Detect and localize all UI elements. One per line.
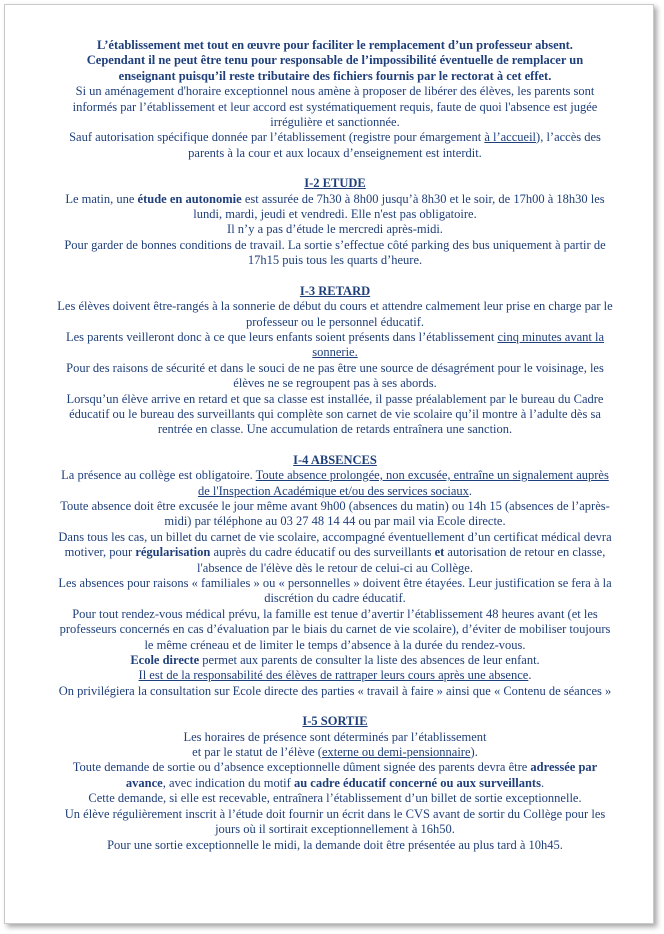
text-run: ), l’accès des parents à la cour et aux locaux d’enseignement est interdit. bbox=[188, 130, 601, 160]
etude-paragraph: Pour garder de bonnes conditions de travail. La sortie s’effectue côté parking des bus uniquement à partir de 17h15 puis tous les quarts d’heure. bbox=[64, 237, 606, 268]
absences-paragraph: Toute absence doit être excusée le jour même avant 9h00 (absences du matin) ou 14h 15 (absences de l’après-midi) par téléphone au 03 27 48 14 44 ou par mail via Ecole directe. bbox=[60, 498, 610, 529]
sortie-paragraph: Un élève régulièrement inscrit à l’étude doit fournir un écrit dans le CVS avant de sortir du Collège pour les jours où il sortirait exceptionnellement à 16h50. bbox=[64, 806, 606, 837]
bold-text: adressée par avance bbox=[125, 760, 598, 790]
intro-line: L’établissement met tout en œuvre pour faciliter le remplacement d’un professeur absent. bbox=[97, 38, 573, 52]
absences-paragraph: Pour tout rendez-vous médical prévu, la famille est tenue d’avertir l’établissement 48 heures avant (et les professeurs concernés en cas d’évaluation par le biais du carnet de vie scolaire), d’éviter de mobiliser toujours le même créneau et de limiter le temps d’absence à la durée du rendez-vous. bbox=[59, 606, 611, 652]
text-run: Toute demande de sortie ou d’absence exceptionnelle dûment signée des parents devra être bbox=[72, 760, 531, 775]
underlined-text: Toute absence prolongée, non excusée, entraîne un signalement auprès de l'Inspection Académique et/ou des services sociaux bbox=[197, 468, 609, 498]
text-run: . bbox=[528, 668, 532, 683]
bold-text: régularisation bbox=[135, 545, 211, 560]
intro-bold-paragraph bbox=[55, 38, 615, 84]
absences-paragraph bbox=[55, 468, 615, 499]
bold-text: au cadre éducatif concerné ou aux surveillants bbox=[293, 775, 541, 790]
absences-paragraph bbox=[55, 530, 615, 576]
retard-paragraph: Les élèves doivent être-rangés à la sonnerie de début du cours et attendre calmement leur prise en charge par le professeur ou le personnel éducatif. bbox=[57, 299, 613, 329]
bold-text: Ecole directe bbox=[130, 653, 200, 668]
intro-line: enseignant puisqu’il reste tributaire des fichiers fournis par le rectorat à cet effet. bbox=[118, 68, 552, 83]
absences-paragraph bbox=[55, 653, 615, 668]
underlined-text: cinq minutes avant la sonnerie. bbox=[312, 329, 605, 360]
etude-paragraph: Il n’y a pas d’étude le mercredi après-midi. bbox=[227, 222, 443, 237]
intro-paragraph bbox=[55, 130, 615, 161]
section-heading-retard: I-3 RETARD bbox=[299, 283, 371, 298]
text-run: Les horaires de présence sont déterminés par l’établissement bbox=[183, 729, 487, 744]
text-run: . bbox=[540, 775, 545, 790]
etude-paragraph bbox=[55, 192, 615, 223]
text-run: ). bbox=[470, 745, 478, 760]
absences-paragraph: On privilégiera la consultation sur Ecole directe des parties « travail à faire » ainsi que « Contenu de séances » bbox=[58, 683, 612, 698]
document-page bbox=[4, 4, 654, 924]
retard-paragraph: Pour des raisons de sécurité et dans le souci de ne pas être une source de désagrément pour le voisinage, les élèves ne se regroupent pas à ses abords. bbox=[66, 360, 604, 391]
underlined-text: externe ou demi-pensionnaire bbox=[321, 745, 471, 760]
text-run: permet aux parents de consulter la liste des absences de leur enfant. bbox=[199, 653, 540, 668]
text-run: La présence au collège est obligatoire. bbox=[61, 468, 256, 483]
intro-line: Cependant il ne peut être tenu pour responsable de l’impossibilité éventuelle de remplacer un bbox=[86, 53, 584, 68]
bold-text: et bbox=[434, 545, 445, 560]
text-run: Les parents veilleront donc à ce que leurs enfants soient présents dans l’établissement bbox=[65, 329, 498, 344]
text-run: autorisation de retour en classe, l'absence de l'élève dès le retour de celui-ci au Collège. bbox=[197, 545, 606, 575]
absences-paragraph: Les absences pour raisons « familiales » ou « personnelles » doivent être étayées. Leur justification se fera à la discrétion du cadre éducatif. bbox=[58, 576, 612, 606]
sortie-paragraph: Pour une sortie exceptionnelle le midi, la demande doit être présentée au plus tard à 10h45. bbox=[107, 837, 563, 852]
text-run: Dans tous les cas, un billet du carnet de vie scolaire, accompagné éventuellement d’un certificat médical devra motiver, pour bbox=[58, 529, 612, 560]
underlined-text: Il est de la responsabilité des élèves de rattraper leurs cours après une absence bbox=[138, 668, 529, 683]
underlined-text: à l’accueil bbox=[484, 130, 537, 145]
sortie-paragraph bbox=[55, 730, 615, 761]
retard-paragraph: Lorsqu’un élève arrive en retard et que sa classe est installée, il passe préalablement par le bureau du Cadre éducatif ou le bureau des surveillants qui complète son carnet de vie scolaire qu’il montre à l’adulte dès sa rentrée en classe. Une accumulation de retards entraînera une sanction. bbox=[66, 391, 604, 437]
text-run: auprès du cadre éducatif ou des surveillants bbox=[210, 545, 435, 560]
sortie-paragraph bbox=[55, 760, 615, 791]
section-heading-etude: I-2 ETUDE bbox=[304, 176, 366, 191]
text-run: , avec indication du motif bbox=[162, 775, 294, 790]
absences-paragraph bbox=[55, 668, 615, 683]
section-heading-sortie: I-5 SORTIE bbox=[302, 714, 368, 729]
sortie-paragraph: Cette demande, si elle est recevable, entraînera l’établissement d’un billet de sortie exceptionnelle. bbox=[88, 791, 582, 806]
text-run: . bbox=[468, 483, 473, 498]
retard-paragraph bbox=[55, 330, 615, 361]
document-content bbox=[55, 38, 615, 853]
intro-paragraph: Si un aménagement d'horaire exceptionnel nous amène à proposer de libérer des élèves, les parents sont informés par l’établissement et leur accord est systématiquement requis, faute de quoi l'absence est jugée irrégulière et sanctionnée. bbox=[72, 84, 598, 130]
section-heading-absences: I-4 ABSENCES bbox=[293, 452, 377, 467]
text-run: est assurée de 7h30 à 8h00 jusqu’à 8h30 et le soir, de 17h00 à 18h30 les lundi, mardi, jeudi et vendredi. Elle n'est pas obligatoire. bbox=[193, 191, 605, 222]
bold-text: étude en autonomie bbox=[137, 191, 242, 206]
text-run: Le matin, une bbox=[65, 191, 138, 206]
text-run: Sauf autorisation spécifique donnée par l’établissement (registre pour émargement bbox=[69, 130, 485, 145]
text-run: et par le statut de l’élève ( bbox=[192, 745, 322, 760]
